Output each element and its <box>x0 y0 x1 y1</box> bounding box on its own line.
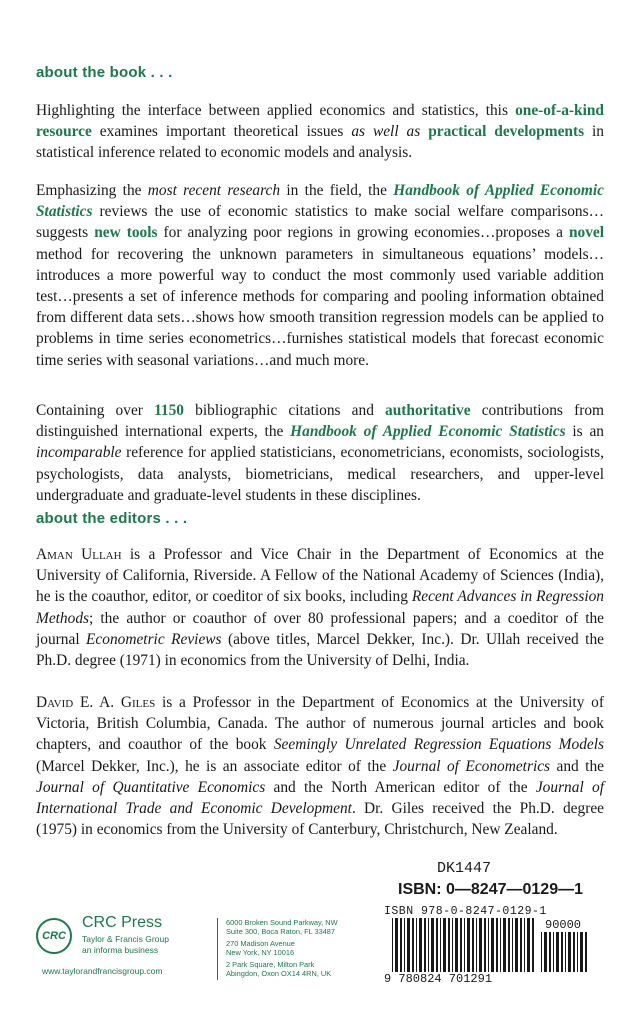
isbn13-label: ISBN 978-0-8247-0129-1 <box>384 905 547 918</box>
barcode-digits: 9 780824 701291 <box>384 972 493 986</box>
barcode-bar <box>455 918 458 972</box>
address-line: Abingdon, Oxon OX14 4RN, UK <box>226 968 332 978</box>
barcode-addon-icon <box>541 932 591 972</box>
barcode-bar <box>500 918 501 972</box>
about-editors-heading: about the editors . . . <box>36 510 188 527</box>
barcode-bar <box>580 932 583 972</box>
address-line: 6000 Broken Sound Parkway, NW <box>226 918 338 927</box>
barcode-bar <box>464 918 465 972</box>
barcode-bar <box>503 918 506 972</box>
barcode-bar <box>561 932 563 972</box>
barcode-bar <box>549 932 551 972</box>
editor-name: Aman Ullah <box>36 546 122 563</box>
barcode-bar <box>419 918 422 972</box>
barcode-bar <box>412 918 414 972</box>
addon-digits: 90000 <box>545 918 582 932</box>
publisher-group: Taylor & Francis Group <box>82 934 169 944</box>
barcode-bar <box>544 932 547 972</box>
barcode-bar <box>512 918 513 972</box>
about-book-paragraph-3: Containing over 1150 bibliographic citations and authoritative contributions from distinguished international experts, the Handbook of Applied Economic Statistics is an incomparable reference for applied statisticians, econometricians, economists, sociologists, psychologists, data analysts, biometricians, medical researchers, and upper-level undergraduate and graduate-level students in these disciplines. <box>36 402 604 504</box>
address-line: 270 Madison Avenue <box>226 939 295 948</box>
barcode-bar <box>392 918 393 972</box>
barcode-icon <box>392 918 538 972</box>
address-line: New York, NY 10016 <box>226 947 295 957</box>
barcode-bar <box>553 932 554 972</box>
barcode-bar <box>448 918 450 972</box>
barcode-bar <box>577 932 578 972</box>
catalog-code: DK1447 <box>437 860 492 877</box>
about-book-paragraph-2: Emphasizing the most recent research in the field, the Handbook of Applied Economic Statistics reviews the use of economic statistics to make social welfare comparisons…suggests new tools for analyzing poor regions in growing economies…proposes a novel method for recovering the unknown parameters in simultaneous equations’ models…introduces a more powerful way to conduct the most commonly used variable addition test…presents a set of inference methods for comparing and pooling information obtained from different data sets…shows how smooth transition regression models can be applied to problems in time series econometrics…furnishes statistical models that forecast economic time series with seasonal variations…and much more. <box>36 182 605 369</box>
address-divider <box>217 918 218 980</box>
barcode-bar <box>431 918 434 972</box>
barcode-bar <box>404 918 405 972</box>
barcode-bar <box>556 932 559 972</box>
barcode-bar <box>496 918 498 972</box>
barcode-bar <box>424 918 426 972</box>
barcode-bar <box>573 932 575 972</box>
barcode-bar <box>443 918 446 972</box>
barcode-bar <box>488 918 489 972</box>
editor-giles-bio: David E. A. Giles is a Professor in the Department of Economics at the University of Victoria, British Columbia, Canada. The author of numerous journal articles and book chapters, and coauthor of the book Seemingly Unrelated Regression Equations Models (Marcel Dekker, Inc.), he is an associate editor of the Journal of Econometrics and the Journal of Quantitative Economics and the North American editor of the Journal of International Trade and Economic Development. Dr. Giles received the Ph.D. degree (1975) in economics from the University of Canterbury, Christchurch, New Zealand. <box>36 694 604 839</box>
editor-name: David E. A. Giles <box>36 694 156 711</box>
about-book-heading: about the book . . . <box>36 64 173 81</box>
barcode-bar <box>416 918 417 972</box>
barcode-bar <box>479 918 482 972</box>
barcode-bar <box>491 918 494 972</box>
publisher-tagline: an informa business <box>82 945 159 955</box>
barcode-bar <box>467 918 470 972</box>
editor-ullah-bio: Aman Ullah is a Professor and Vice Chair in the Department of Economics at the University of California, Riverside. A Fellow of the National Academy of Sciences (India), he is the coauthor, editor, or coeditor of six books, including Recent Advances in Regression Methods; the author or coauthor of over 80 professional papers; and a coeditor of the journal Econometric Reviews (above titles, Marcel Dekker, Inc.). Dr. Ullah received the Ph.D. degree (1971) in economics from the University of Delhi, India. <box>36 546 604 670</box>
barcode-bar <box>508 918 510 972</box>
barcode-bar <box>565 932 566 972</box>
publisher-url: www.taylorandfrancisgroup.com <box>42 966 163 976</box>
barcode-bar <box>568 932 571 972</box>
barcode-bar <box>472 918 474 972</box>
barcode-bar <box>520 918 522 972</box>
barcode-bar <box>532 918 534 972</box>
barcode-bar <box>527 918 530 972</box>
barcode-bar <box>515 918 518 972</box>
barcode-bar <box>428 918 429 972</box>
barcode-bar <box>400 918 402 972</box>
barcode-bar <box>440 918 441 972</box>
address-line: 2 Park Square, Milton Park <box>226 960 315 969</box>
barcode-bar <box>476 918 477 972</box>
publisher-name: CRC Press <box>82 914 163 931</box>
crc-logo-icon: CRC <box>36 918 72 954</box>
barcode-bar <box>585 932 587 972</box>
about-book-paragraph-1: Highlighting the interface between applied economics and statistics, this one-of-a-kind resource examines important theoretical issues as well as practical developments in statistical inference related to economic models and analysis. <box>36 102 605 162</box>
isbn-label: ISBN: 0—8247—0129—1 <box>398 881 583 898</box>
barcode-bar <box>436 918 438 972</box>
address-line: Suite 300, Boca Raton, FL 33487 <box>226 926 336 936</box>
barcode-bar <box>460 918 462 972</box>
barcode-bar <box>452 918 453 972</box>
barcode-bar <box>484 918 486 972</box>
barcode-bar <box>407 918 410 972</box>
barcode-bar <box>541 932 542 972</box>
barcode-bar <box>524 918 525 972</box>
barcode-bar <box>395 918 398 972</box>
